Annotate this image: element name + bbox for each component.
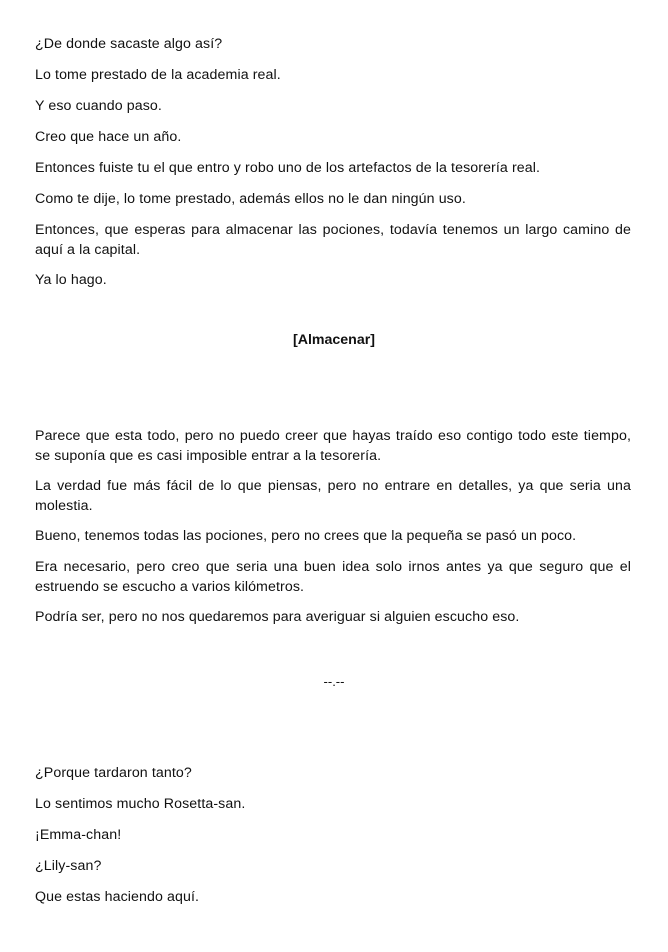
paragraph: Y eso cuando paso. xyxy=(35,98,162,114)
paragraph: ¿Porque tardaron tanto? xyxy=(35,765,192,781)
paragraph: Lo sentimos mucho Rosetta-san. xyxy=(35,796,246,812)
section-heading: [Almacenar] xyxy=(292,332,375,348)
paragraph: La verdad fue más fácil de lo que piensas, pero no entrare en detalles, ya que seria una molestia. xyxy=(35,478,631,514)
paragraph: Lo tome prestado de la academia real. xyxy=(35,67,281,83)
paragraph: ¿De donde sacaste algo así? xyxy=(35,36,223,52)
paragraph: Podría ser, pero no nos quedaremos para averiguar si alguien escucho eso. xyxy=(35,609,520,625)
paragraph: Bueno, tenemos todas las pociones, pero no crees que la pequeña se pasó un poco. xyxy=(35,528,577,544)
paragraph: Entonces fuiste tu el que entro y robo uno de los artefactos de la tesorería real. xyxy=(35,160,541,176)
paragraph: Entonces, que esperas para almacenar las pociones, todavía tenemos un largo camino de aquí a la capital. xyxy=(35,222,631,258)
paragraph: Creo que hace un año. xyxy=(35,129,182,145)
paragraph: Como te dije, lo tome prestado, además ellos no le dan ningún uso. xyxy=(35,191,466,207)
scene-separator: --.-- xyxy=(323,674,345,689)
paragraph: Ya lo hago. xyxy=(35,272,107,288)
paragraph: Era necesario, pero creo que seria una buen idea solo irnos antes ya que seguro que el estruendo se escucho a varios kilómetros. xyxy=(35,559,631,595)
paragraph: Que estas haciendo aquí. xyxy=(35,889,200,905)
paragraph: Parece que esta todo, pero no puedo creer que hayas traído eso contigo todo este tiempo, se suponía que es casi imposible entrar a la tesorería. xyxy=(35,428,631,464)
paragraph: ¿Lily-san? xyxy=(35,858,102,874)
paragraph: ¡Emma-chan! xyxy=(35,827,122,843)
